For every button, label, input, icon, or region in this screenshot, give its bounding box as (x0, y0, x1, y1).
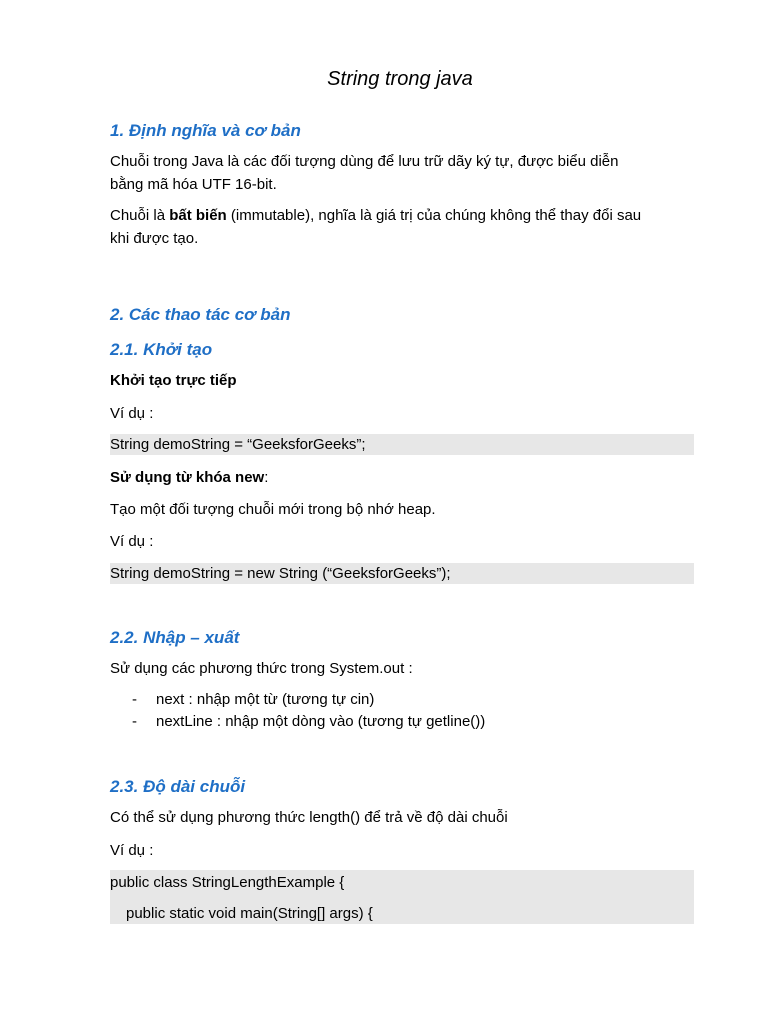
direct-init-label: Khởi tạo trực tiếp (110, 372, 237, 389)
io-desc: Sử dụng các phương thức trong System.out : (110, 660, 413, 677)
example-label-2: Ví dụ : (110, 533, 154, 550)
length-desc: Có thể sử dụng phương thức length() để trả về độ dài chuỗi (110, 809, 508, 826)
bullet-text-1: next : nhập một từ (tương tự cin) (156, 691, 375, 708)
sec1-paragraph-1-line-2: bằng mã hóa UTF 16-bit. (110, 176, 277, 193)
section-2-heading: 2. Các thao tác cơ bản (110, 305, 291, 324)
new-keyword-desc: Tạo một đối tượng chuỗi mới trong bộ nhớ heap. (110, 501, 436, 518)
bullet-text-2: nextLine : nhập một dòng vào (tương tự getline()) (156, 713, 486, 730)
code-line-2: public static void main(String[] args) { (126, 905, 373, 922)
sec1-paragraph-1-line-1: Chuỗi trong Java là các đối tượng dùng để lưu trữ dãy ký tự, được biểu diễn (110, 153, 619, 170)
example-label-1: Ví dụ : (110, 405, 154, 422)
bullet-dash-2: - (132, 713, 137, 730)
document-title: String trong java (327, 68, 473, 90)
example-label-3: Ví dụ : (110, 842, 154, 859)
code-block-3 (110, 870, 694, 924)
sec1-paragraph-2-line-2: khi được tạo. (110, 230, 199, 247)
code-block-1: String demoString = “GeeksforGeeks”; (110, 434, 694, 455)
p2-post: (immutable), nghĩa là giá trị của chúng không thể thay đổi sau (226, 207, 642, 224)
sec1-paragraph-2-line-1 (110, 204, 641, 227)
section-2-2-heading: 2.2. Nhập – xuất (110, 628, 240, 647)
p2-bold-term: bất biến (169, 207, 227, 224)
code-block-2: String demoString = new String (“GeeksforGeeks”); (110, 563, 694, 584)
section-1-heading: 1. Định nghĩa và cơ bản (110, 121, 301, 140)
section-2-1-heading: 2.1. Khởi tạo (110, 340, 213, 359)
section-2-3-heading: 2.3. Độ dài chuỗi (110, 777, 246, 796)
p2-pre: Chuỗi là (110, 207, 170, 224)
code-line-1: public class StringLengthExample { (110, 874, 345, 891)
bullet-dash-1: - (132, 691, 137, 708)
new-keyword-label (110, 466, 268, 489)
new-keyword-colon: : (264, 469, 269, 486)
new-keyword-bold: Sử dụng từ khóa new (110, 469, 265, 486)
